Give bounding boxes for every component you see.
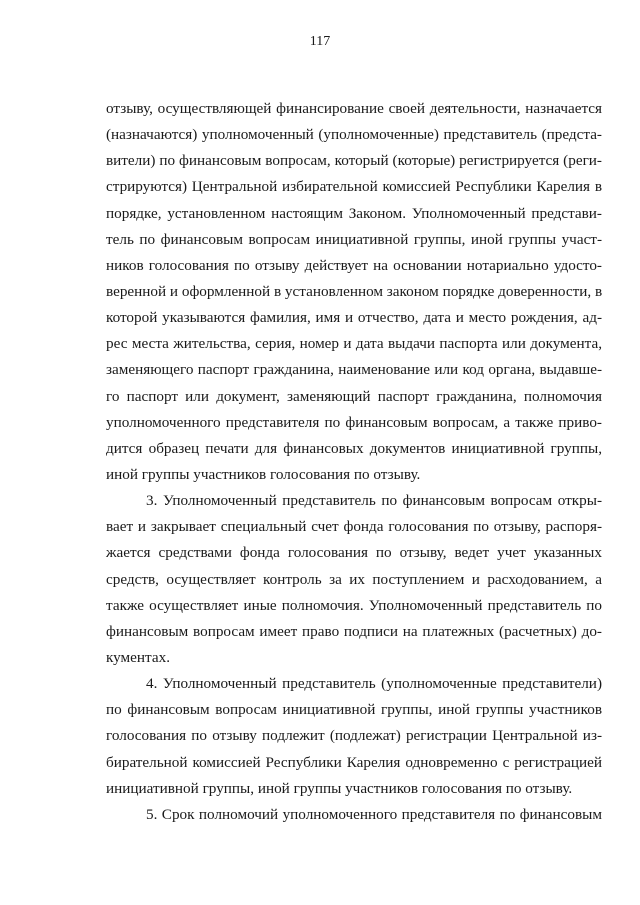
text-line: ников голосования по отзыву действует на основании нотариально удосто- xyxy=(106,256,602,274)
paragraph-item-3 xyxy=(106,488,602,671)
paragraph-item-4 xyxy=(106,671,602,802)
text-line: уполномоченного представителя по финансовым вопросам, а также приво- xyxy=(106,413,602,431)
text-line: рес места жительства, серия, номер и дата выдачи паспорта или документа, xyxy=(106,335,602,353)
text-line: кументах. xyxy=(106,648,170,666)
text-line: 4. Уполномоченный представитель (уполномоченные представители) xyxy=(146,675,602,693)
text-line: финансовым вопросам имеет право подписи на платежных (расчетных) до- xyxy=(106,622,602,640)
text-line: по финансовым вопросам инициативной группы, иной группы участников xyxy=(106,701,602,719)
text-line: дится образец печати для финансовых документов инициативной группы, xyxy=(106,439,602,457)
text-line: отзыву, осуществляющей финансирование своей деятельности, назначается xyxy=(106,100,602,117)
text-line: жается средствами фонда голосования по отзыву, ведет учет указанных xyxy=(106,544,602,562)
text-line: стрируются) Центральной избирательной комиссией Республики Карелия в xyxy=(106,178,602,196)
text-line: 5. Срок полномочий уполномоченного представителя по финансовым xyxy=(146,805,602,823)
text-line: заменяющего паспорт гражданина, наименование или код органа, выдавше- xyxy=(106,361,602,379)
text-line: веренной и оформленной в установленном законом порядке доверенности, в xyxy=(106,282,603,300)
text-line: тель по финансовым вопросам инициативной группы, иной группы участ- xyxy=(106,230,602,248)
text-line: вители) по финансовым вопросам, который (которые) регистрируется (реги- xyxy=(106,152,602,170)
text-line: (назначаются) уполномоченный (уполномоченные) представитель (предста- xyxy=(106,126,602,144)
text-line: голосования по отзыву подлежит (подлежат) регистрации Центральной из- xyxy=(106,727,602,745)
text-line: вает и закрывает специальный счет фонда голосования по отзыву, распоря- xyxy=(106,518,602,536)
text-line: средств, осуществляет контроль за их поступлением и расходованием, а xyxy=(106,570,602,588)
text-line: 3. Уполномоченный представитель по финансовым вопросам откры- xyxy=(146,492,602,510)
text-line: го паспорт или документ, заменяющий паспорт гражданина, полномочия xyxy=(106,387,602,405)
document-body xyxy=(106,96,602,828)
paragraph-continuation xyxy=(106,96,602,488)
text-line: иной группы участников голосования по отзыву. xyxy=(106,465,421,483)
text-line: порядке, установленном настоящим Законом. Уполномоченный представи- xyxy=(106,204,602,222)
page-number: 117 xyxy=(309,34,331,49)
text-line: которой указываются фамилия, имя и отчество, дата и место рождения, ад- xyxy=(106,309,602,327)
text-line: также осуществляет иные полномочия. Уполномоченный представитель по xyxy=(106,596,602,614)
text-line: бирательной комиссией Республики Карелия одновременно с регистрацией xyxy=(106,753,602,771)
paragraph-item-5 xyxy=(106,802,602,828)
text-line: инициативной группы, иной группы участников голосования по отзыву. xyxy=(106,779,573,797)
